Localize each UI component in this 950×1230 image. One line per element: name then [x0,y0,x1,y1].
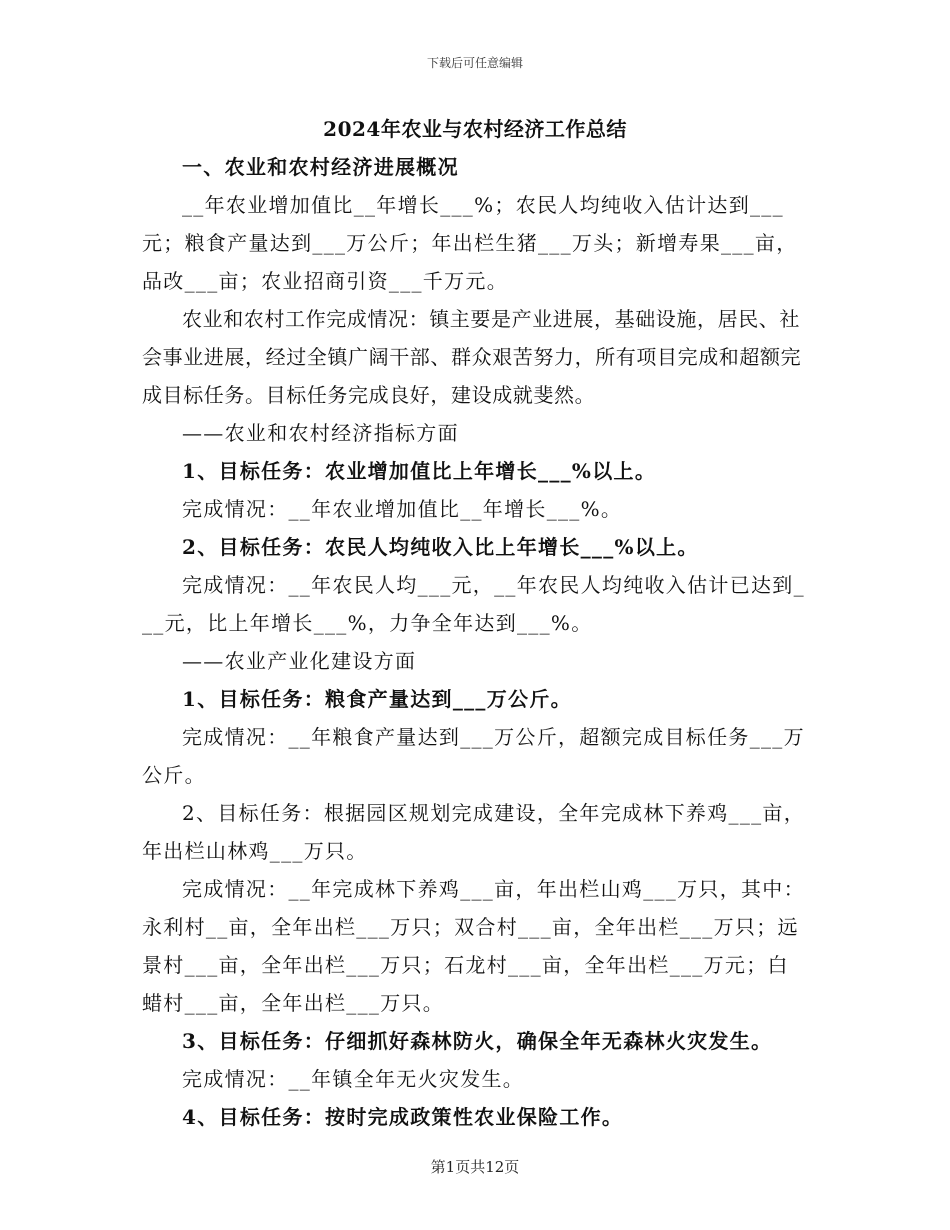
document-body [142,148,808,1136]
completion-status: 完成情况：__年镇全年无火灾发生。 [182,1067,525,1091]
subsection-heading: ——农业产业化建设方面 [182,649,417,673]
target-task-heading: 4、目标任务：按时完成政策性农业保险工作。 [182,1105,624,1129]
target-task-heading: 3、目标任务：仔细抓好森林防火，确保全年无森林火灾发生。 [182,1029,773,1053]
completion-status: 完成情况：__年农业增加值比__年增长___%。 [182,497,623,521]
header-note: 下载后可任意编辑 [426,56,523,70]
target-task: 2、目标任务：根据园区规划完成建设，全年完成林下养鸡___亩，年出栏山林鸡___万只。 [142,801,806,863]
page-footer: 第1页共12页 [430,1158,520,1176]
target-task-heading: 1、目标任务：粮食产量达到___万公斤。 [182,687,572,711]
paragraph: 农业和农村工作完成情况：镇主要是产业进展，基础设施，居民、社会事业进展，经过全镇广阔干部、群众艰苦努力，所有项目完成和超额完成目标任务。目标任务完成良好，建设成就斐然。 [142,307,802,407]
document-title: 2024年农业与农村经济工作总结 [323,117,627,141]
paragraph: __年农业增加值比__年增长___%；农民人均纯收入估计达到___元；粮食产量达到___万公斤；年出栏生猪___万头；新增寿果___亩，品改___亩；农业招商引资___千万元。 [142,193,798,293]
target-task-heading: 2、目标任务：农民人均纯收入比上年增长___%以上。 [182,535,699,559]
target-task-heading: 1、目标任务：农业增加值比上年增长___%以上。 [182,459,657,483]
subsection-heading: ——农业和农村经济指标方面 [182,421,459,445]
completion-status: 完成情况：__年完成林下养鸡___亩，年出栏山鸡___万只，其中：永利村__亩，全年出栏___万只；双合村___亩，全年出栏___万只；远景村___亩，全年出栏___万只；石龙村___亩，全年出栏___万元；白蜡村___亩，全年出栏___万只。 [142,877,805,1015]
completion-status: 完成情况：__年粮食产量达到___万公斤，超额完成目标任务___万公斤。 [142,725,805,787]
completion-status: 完成情况：__年农民人均___元，__年农民人均纯收入估计已达到___元，比上年增长___%，力争全年达到___%。 [142,573,805,635]
section-heading: 一、农业和农村经济进展概况 [182,155,459,179]
